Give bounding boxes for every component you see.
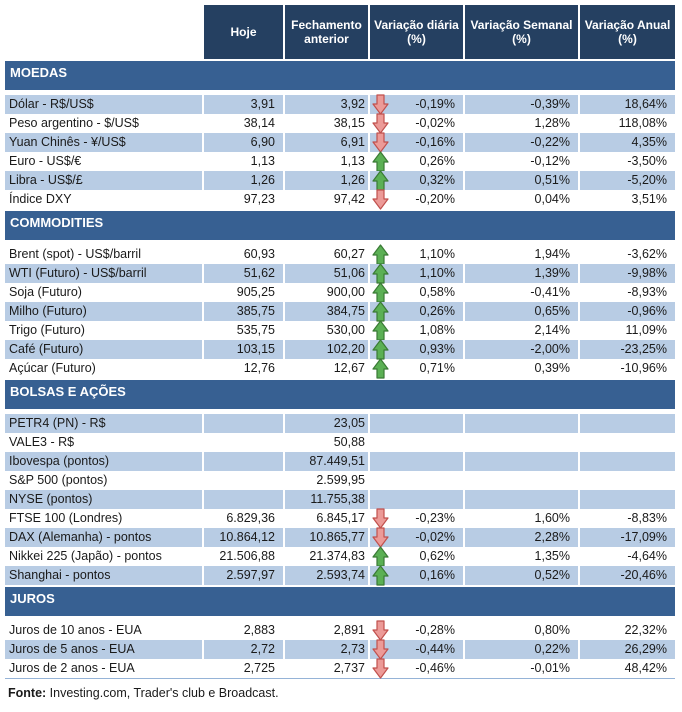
variacao-anual-value <box>578 471 675 490</box>
trend-down-arrow-icon <box>372 113 389 134</box>
hoje-value: 6,90 <box>202 133 283 152</box>
section-rows <box>5 245 675 378</box>
variacao-diaria-value: 1,10% <box>419 266 455 280</box>
variacao-diaria-cell <box>368 302 463 321</box>
table-section <box>5 587 675 678</box>
hoje-value: 60,93 <box>202 245 283 264</box>
variacao-diaria-cell <box>368 509 463 528</box>
hoje-value <box>202 414 283 433</box>
variacao-diaria-cell <box>368 452 463 471</box>
variacao-diaria-cell <box>368 640 463 659</box>
variacao-anual-value: -5,20% <box>578 171 675 190</box>
trend-up-arrow-icon <box>372 263 389 284</box>
variacao-diaria-cell <box>368 433 463 452</box>
fechamento-value: 10.865,77 <box>283 528 368 547</box>
variacao-diaria-cell <box>368 566 463 585</box>
variacao-anual-value: -3,50% <box>578 152 675 171</box>
row-label: Açúcar (Futuro) <box>9 361 96 375</box>
variacao-semanal-value: 0,80% <box>463 621 578 640</box>
variacao-anual-value: -4,64% <box>578 547 675 566</box>
trend-down-arrow-icon <box>372 658 389 679</box>
variacao-semanal-value <box>463 471 578 490</box>
row-label: Peso argentino - $/US$ <box>9 116 139 130</box>
variacao-diaria-value: 0,71% <box>419 361 455 375</box>
row-label: Libra - US$/£ <box>5 171 202 190</box>
variacao-diaria-cell <box>368 245 463 264</box>
fechamento-value: 384,75 <box>283 302 368 321</box>
fechamento-value: 97,42 <box>283 190 368 209</box>
fechamento-value: 23,05 <box>283 414 368 433</box>
trend-down-arrow-icon <box>372 620 389 641</box>
hoje-value: 21.506,88 <box>202 547 283 566</box>
hoje-value: 12,76 <box>202 359 283 378</box>
variacao-anual-value: 11,09% <box>578 321 675 340</box>
variacao-diaria-value: 0,26% <box>419 154 455 168</box>
variacao-semanal-value: -0,12% <box>463 152 578 171</box>
fechamento-value: 87.449,51 <box>283 452 368 471</box>
row-label: NYSE (pontos) <box>5 490 202 509</box>
variacao-diaria-value: -0,20% <box>415 192 455 206</box>
fechamento-value: 6,91 <box>283 133 368 152</box>
variacao-anual-value: -23,25% <box>578 340 675 359</box>
variacao-diaria-value: -0,02% <box>415 530 455 544</box>
variacao-diaria-value: 0,58% <box>419 285 455 299</box>
variacao-diaria-cell <box>368 190 463 209</box>
row-label: WTI (Futuro) - US$/barril <box>5 264 202 283</box>
table-row <box>5 245 675 264</box>
variacao-diaria-cell <box>368 283 463 302</box>
fechamento-value: 50,88 <box>283 433 368 452</box>
variacao-anual-value: 26,29% <box>578 640 675 659</box>
hoje-value: 385,75 <box>202 302 283 321</box>
variacao-anual-value: 3,51% <box>578 190 675 209</box>
variacao-diaria-cell <box>368 490 463 509</box>
header-label-spacer <box>5 5 202 59</box>
fechamento-value: 11.755,38 <box>283 490 368 509</box>
row-label: Euro - US$/€ <box>9 154 82 168</box>
variacao-diaria-value: 1,08% <box>419 323 455 337</box>
table-row <box>5 659 675 678</box>
variacao-semanal-value <box>463 433 578 452</box>
fechamento-value: 3,92 <box>283 95 368 114</box>
fechamento-value: 2.599,95 <box>283 471 368 490</box>
variacao-anual-value <box>578 452 675 471</box>
section-header: MOEDAS <box>5 61 675 90</box>
row-label: Juros de 5 anos - EUA <box>5 640 202 659</box>
fechamento-value: 900,00 <box>283 283 368 302</box>
row-label: Trigo (Futuro) <box>9 323 85 337</box>
variacao-semanal-value: 2,14% <box>463 321 578 340</box>
column-header-hoje: Hoje <box>202 5 283 59</box>
section-rows <box>5 95 675 209</box>
row-label: S&P 500 (pontos) <box>9 473 108 487</box>
trend-down-arrow-icon <box>372 527 389 548</box>
trend-up-arrow-icon <box>372 170 389 191</box>
trend-down-arrow-icon <box>372 639 389 660</box>
hoje-value: 905,25 <box>202 283 283 302</box>
fechamento-value: 1,13 <box>283 152 368 171</box>
financial-summary-table <box>5 5 675 700</box>
variacao-diaria-value: 0,26% <box>419 304 455 318</box>
variacao-anual-value: -20,46% <box>578 566 675 585</box>
variacao-semanal-value: 0,39% <box>463 359 578 378</box>
fechamento-value: 6.845,17 <box>283 509 368 528</box>
section-header: COMMODITIES <box>5 211 675 240</box>
variacao-anual-value: -9,98% <box>578 264 675 283</box>
section-rows <box>5 621 675 678</box>
source-note-text: Investing.com, Trader's club e Broadcast. <box>46 686 279 700</box>
variacao-anual-value <box>578 433 675 452</box>
table-row <box>5 414 675 433</box>
trend-up-arrow-icon <box>372 565 389 586</box>
row-label: Juros de 2 anos - EUA <box>9 661 135 675</box>
table-section <box>5 380 675 585</box>
variacao-anual-value: -3,62% <box>578 245 675 264</box>
variacao-diaria-cell <box>368 359 463 378</box>
variacao-diaria-value: -0,46% <box>415 661 455 675</box>
table-row <box>5 133 675 152</box>
table-row <box>5 321 675 340</box>
column-header-variacao-semanal: Variação Semanal (%) <box>463 5 578 59</box>
table-row <box>5 283 675 302</box>
variacao-semanal-value: 0,51% <box>463 171 578 190</box>
fechamento-value: 38,15 <box>283 114 368 133</box>
variacao-diaria-value: 1,10% <box>419 247 455 261</box>
hoje-value: 10.864,12 <box>202 528 283 547</box>
variacao-diaria-cell <box>368 547 463 566</box>
fechamento-value: 12,67 <box>283 359 368 378</box>
variacao-diaria-cell <box>368 133 463 152</box>
variacao-diaria-value: -0,16% <box>415 135 455 149</box>
trend-up-arrow-icon <box>372 546 389 567</box>
trend-up-arrow-icon <box>372 244 389 265</box>
variacao-anual-value: 48,42% <box>578 659 675 678</box>
variacao-diaria-value: -0,28% <box>415 623 455 637</box>
hoje-value <box>202 490 283 509</box>
row-label: Índice DXY <box>9 192 72 206</box>
variacao-semanal-value: -0,41% <box>463 283 578 302</box>
variacao-anual-value: -17,09% <box>578 528 675 547</box>
table-row <box>5 433 675 452</box>
variacao-semanal-value: 1,60% <box>463 509 578 528</box>
table-row <box>5 528 675 547</box>
fechamento-value: 2,891 <box>283 621 368 640</box>
trend-up-arrow-icon <box>372 320 389 341</box>
fechamento-value: 21.374,83 <box>283 547 368 566</box>
table-row <box>5 340 675 359</box>
variacao-semanal-value: 1,35% <box>463 547 578 566</box>
variacao-semanal-value: -0,01% <box>463 659 578 678</box>
variacao-semanal-value: -0,22% <box>463 133 578 152</box>
variacao-semanal-value: 1,28% <box>463 114 578 133</box>
variacao-semanal-value <box>463 452 578 471</box>
row-label: FTSE 100 (Londres) <box>9 511 123 525</box>
variacao-diaria-value: -0,19% <box>415 97 455 111</box>
variacao-semanal-value: 0,52% <box>463 566 578 585</box>
row-label: Brent (spot) - US$/barril <box>9 247 141 261</box>
variacao-diaria-value: 0,16% <box>419 568 455 582</box>
table-row <box>5 471 675 490</box>
trend-down-arrow-icon <box>372 508 389 529</box>
table-row <box>5 171 675 190</box>
section-header: BOLSAS E AÇÕES <box>5 380 675 409</box>
row-label: Café (Futuro) <box>5 340 202 359</box>
hoje-value: 103,15 <box>202 340 283 359</box>
hoje-value: 2,883 <box>202 621 283 640</box>
fechamento-value: 51,06 <box>283 264 368 283</box>
row-label: Soja (Futuro) <box>9 285 82 299</box>
variacao-anual-value <box>578 414 675 433</box>
variacao-anual-value: -10,96% <box>578 359 675 378</box>
table-header <box>5 5 675 59</box>
variacao-diaria-value: -0,23% <box>415 511 455 525</box>
column-header-variacao-anual: Variação Anual (%) <box>578 5 675 59</box>
hoje-value <box>202 452 283 471</box>
fechamento-value: 530,00 <box>283 321 368 340</box>
variacao-semanal-value: -2,00% <box>463 340 578 359</box>
fechamento-value: 2.593,74 <box>283 566 368 585</box>
trend-up-arrow-icon <box>372 301 389 322</box>
hoje-value: 38,14 <box>202 114 283 133</box>
variacao-diaria-cell <box>368 414 463 433</box>
column-header-fechamento: Fechamento anterior <box>283 5 368 59</box>
variacao-diaria-cell <box>368 114 463 133</box>
variacao-anual-value: -0,96% <box>578 302 675 321</box>
variacao-diaria-value: -0,44% <box>415 642 455 656</box>
variacao-anual-value: -8,83% <box>578 509 675 528</box>
trend-down-arrow-icon <box>372 94 389 115</box>
hoje-value: 1,26 <box>202 171 283 190</box>
variacao-anual-value: 4,35% <box>578 133 675 152</box>
table-row <box>5 566 675 585</box>
table-section <box>5 61 675 209</box>
trend-up-arrow-icon <box>372 358 389 379</box>
table-row <box>5 95 675 114</box>
fechamento-value: 60,27 <box>283 245 368 264</box>
fechamento-value: 2,737 <box>283 659 368 678</box>
hoje-value: 6.829,36 <box>202 509 283 528</box>
table-row <box>5 640 675 659</box>
table-section <box>5 211 675 378</box>
variacao-semanal-value <box>463 414 578 433</box>
source-note-label: Fonte: <box>8 686 47 700</box>
hoje-value: 1,13 <box>202 152 283 171</box>
table-row <box>5 490 675 509</box>
trend-up-arrow-icon <box>372 339 389 360</box>
row-label: Dólar - R$/US$ <box>5 95 202 114</box>
table-row <box>5 114 675 133</box>
variacao-diaria-value: 0,32% <box>419 173 455 187</box>
trend-up-arrow-icon <box>372 282 389 303</box>
table-row <box>5 452 675 471</box>
row-label: Nikkei 225 (Japão) - pontos <box>9 549 162 563</box>
row-label: VALE3 - R$ <box>9 435 75 449</box>
table-row <box>5 190 675 209</box>
variacao-diaria-cell <box>368 321 463 340</box>
fechamento-value: 1,26 <box>283 171 368 190</box>
variacao-semanal-value: -0,39% <box>463 95 578 114</box>
variacao-diaria-cell <box>368 340 463 359</box>
hoje-value: 2,725 <box>202 659 283 678</box>
table-row <box>5 547 675 566</box>
variacao-diaria-cell <box>368 171 463 190</box>
row-label: Ibovespa (pontos) <box>5 452 202 471</box>
table-row <box>5 302 675 321</box>
variacao-anual-value <box>578 490 675 509</box>
table-row <box>5 509 675 528</box>
table-row <box>5 264 675 283</box>
table-body <box>5 61 675 679</box>
source-note <box>5 686 675 700</box>
hoje-value: 51,62 <box>202 264 283 283</box>
variacao-diaria-value: 0,62% <box>419 549 455 563</box>
row-label: Yuan Chinês - ¥/US$ <box>5 133 202 152</box>
trend-up-arrow-icon <box>372 151 389 172</box>
variacao-anual-value: -8,93% <box>578 283 675 302</box>
fechamento-value: 2,73 <box>283 640 368 659</box>
section-rows <box>5 414 675 585</box>
variacao-diaria-cell <box>368 621 463 640</box>
variacao-diaria-cell <box>368 659 463 678</box>
variacao-diaria-cell <box>368 528 463 547</box>
variacao-semanal-value <box>463 490 578 509</box>
hoje-value: 2,72 <box>202 640 283 659</box>
variacao-semanal-value: 2,28% <box>463 528 578 547</box>
table-row <box>5 359 675 378</box>
variacao-semanal-value: 1,94% <box>463 245 578 264</box>
table-row <box>5 152 675 171</box>
variacao-semanal-value: 0,22% <box>463 640 578 659</box>
row-label: DAX (Alemanha) - pontos <box>5 528 202 547</box>
variacao-anual-value: 118,08% <box>578 114 675 133</box>
variacao-diaria-cell <box>368 95 463 114</box>
hoje-value <box>202 433 283 452</box>
hoje-value: 2.597,97 <box>202 566 283 585</box>
variacao-diaria-value: -0,02% <box>415 116 455 130</box>
variacao-semanal-value: 0,65% <box>463 302 578 321</box>
variacao-diaria-cell <box>368 471 463 490</box>
row-label: PETR4 (PN) - R$ <box>5 414 202 433</box>
row-label: Shanghai - pontos <box>5 566 202 585</box>
fechamento-value: 102,20 <box>283 340 368 359</box>
hoje-value: 3,91 <box>202 95 283 114</box>
variacao-anual-value: 18,64% <box>578 95 675 114</box>
section-header: JUROS <box>5 587 675 616</box>
table-row <box>5 621 675 640</box>
trend-down-arrow-icon <box>372 132 389 153</box>
variacao-diaria-cell <box>368 152 463 171</box>
variacao-diaria-cell <box>368 264 463 283</box>
variacao-semanal-value: 0,04% <box>463 190 578 209</box>
variacao-diaria-value: 0,93% <box>419 342 455 356</box>
hoje-value: 535,75 <box>202 321 283 340</box>
row-label: Milho (Futuro) <box>5 302 202 321</box>
column-header-variacao-diaria: Variação diária (%) <box>368 5 463 59</box>
hoje-value <box>202 471 283 490</box>
trend-down-arrow-icon <box>372 189 389 210</box>
row-label: Juros de 10 anos - EUA <box>9 623 142 637</box>
hoje-value: 97,23 <box>202 190 283 209</box>
variacao-anual-value: 22,32% <box>578 621 675 640</box>
variacao-semanal-value: 1,39% <box>463 264 578 283</box>
